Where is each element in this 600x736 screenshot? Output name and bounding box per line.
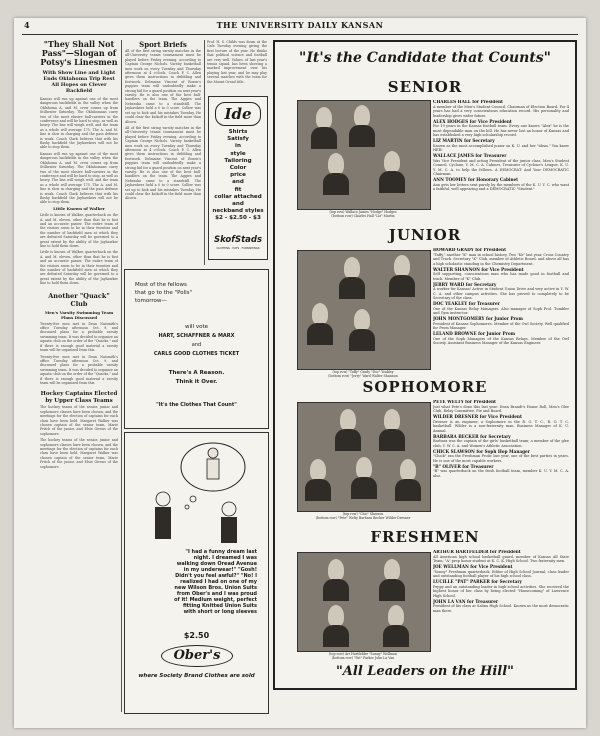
ide-ad-line: Satisfy: [227, 136, 249, 143]
headline-sport-briefs: Sport Briefs: [139, 40, 187, 49]
portrait-face: [384, 409, 400, 431]
ide-ad-line: $2 - $2.50 - $3: [215, 215, 261, 222]
freshmen-photo: [297, 552, 431, 652]
candidate-entry: [433, 435, 569, 449]
candidate-description: Just what Pete's done this last year: Dean Brandt's Honor Roll, Men's Glee Club, Relay Committee, Pie and Board.: [433, 404, 569, 413]
cartoon-illustration: [125, 437, 268, 547]
senior-caption: (top row) Wallace James "Hodge" Hodges (bottom row) Charles Hall "Liz" Martin: [329, 210, 397, 218]
man-left-body: [155, 507, 171, 539]
portrait-face: [354, 105, 370, 127]
polls-line-5: HART, SCHAFFNER & MARX: [158, 333, 235, 339]
freshmen-caption: (top row) Art Hartfelder "Sonny" Wellman (bottom row) "Pat" Parker John La Van: [329, 652, 397, 660]
portrait-face: [340, 409, 356, 431]
headline-hockey: Hockey Captains Elected by Upper Class Teams: [40, 391, 118, 405]
candidate-description: All American high school basketball guard, member of Kansas All State Team, "A" prep honor student at K. C. K. High School. Two fraternity men.: [433, 554, 569, 563]
article-walker-body: Little is known of Walker, quarterback on the A. and M. eleven, other than that he is fast and an accurate passer. The entire team of the visitors seem to be in their twenties and the number of backfield men at which they are defeated Saturday will be governed to a great extent by the ability of the Jayhawker line to hold them down.: [40, 213, 118, 248]
ide-ad-line: price: [230, 172, 246, 179]
election-footer: "All Leaders on the Hill": [336, 664, 514, 679]
class-heading-senior: SENIOR: [387, 78, 463, 96]
portrait-face: [388, 605, 404, 627]
portrait-face: [328, 605, 344, 627]
ide-ad-line: and: [232, 179, 244, 186]
sophomore-photo: [297, 402, 431, 512]
portrait-body: [335, 429, 361, 451]
polls-line-8: There's A Reason.: [168, 370, 225, 376]
portrait-face: [384, 151, 400, 173]
candidate-entry: [433, 550, 569, 564]
candidate-name: WALTER SHANNON for Vice President: [433, 266, 524, 272]
candidate-entry: [433, 248, 569, 266]
portrait-body: [379, 579, 405, 601]
candidate-name: WALLACE JAMES for Treasurer: [433, 153, 507, 158]
article-hockey-body: The hockey teams of the senior, junior and sophomore classes have been chosen, and the meetings for the election of captains for each class have been held. Margaret Walker was chosen captain of the senior team, Marie Fritch of the junior, and Elsie Givens of the sophomore.: [40, 405, 118, 436]
candidate-entry: [433, 415, 569, 433]
candidate-name: ALEX HODGES for Vice President: [433, 118, 512, 124]
candidate-description: A member of the Men's Student Council, Chairman of Election Board. For 4 years has had a very conscientious education record. His personality and leadership gives wider future.: [433, 104, 569, 118]
candidate-entry: [433, 139, 569, 153]
candidate-name: LIZ MARTIN for Secretary: [433, 138, 495, 143]
polls-line-6: and: [191, 342, 202, 348]
candidate-description: Peppy and an outstanding leader in high school activities. She received the highest honor of her class by being elected "Homecoming" of Lawrence High School.: [433, 584, 569, 598]
class-heading-junior: JUNIOR: [388, 226, 462, 244]
candidate-description: Known as the most accomplished junior on K. U. and her "ideas." You know HER!: [433, 143, 569, 152]
ide-ad-line: collar attached and: [214, 193, 262, 208]
dream-bubble-dot: [185, 505, 189, 509]
portrait-face: [384, 559, 400, 581]
portrait-body: [323, 625, 349, 647]
childs-article-body: Prof. H. S. Childs was down at the Cafe Tuesday evening giving the first lecture of the year. He thinks that political science and football are very well. Values, of last year's tennis squad, has been showing a marked improvement over his playing last year, and he may play several matches with the team for the Mount Oread title.: [207, 40, 267, 84]
portrait-face: [328, 559, 344, 581]
candidate-description: One of the Kansas Relay Managers. Also manager of Soph Frol. Tumbler and Gym instructor.: [433, 306, 569, 315]
page-number: 4: [24, 20, 31, 30]
news-column-2: [125, 40, 201, 265]
candidate-name: CHARLES HALL for President: [433, 100, 503, 104]
candidate-entry: [433, 465, 569, 479]
candidate-entry: [433, 565, 569, 579]
subhead-quack-club: Men's Varsity Swimming Team Plans Discussed: [44, 309, 114, 320]
polls-line-1: Most of the fellows: [135, 282, 187, 288]
polls-line-2: that go to the "Polls": [135, 290, 193, 296]
candidate-name: JERRY WARD for Secretary: [433, 281, 497, 287]
portrait-body: [351, 477, 377, 499]
news-column-1: [40, 40, 118, 712]
polls-line-10: "It's the Clothes That Count": [156, 402, 237, 408]
candidate-name: "B" OLIVER for Treasurer: [433, 463, 494, 469]
candidate-entry: [433, 317, 569, 331]
obers-price: $2.50: [183, 631, 210, 640]
portrait-body: [323, 173, 349, 195]
candidate-description: "Taffy," another "K" man in school history. Two "Ks" last year, Cross Country and Track. Secretary "K" Club, member of Athletic Board, and above all has a high scholastic standing in the Chemistry Department.: [433, 252, 569, 266]
man-right-body: [221, 517, 237, 543]
obers-tagline: where Society Brand Clothes are sold: [138, 673, 255, 679]
polls-line-9: Think it Over.: [175, 379, 218, 385]
candidate-entry: [433, 283, 569, 301]
candidate-name: JOE WELLMAN for Vice President: [433, 564, 513, 569]
candidate-entry: [433, 154, 569, 177]
ide-ad-line: Color: [229, 165, 247, 172]
candidate-entry: [433, 450, 569, 464]
candidate-entry: [433, 268, 569, 282]
ide-shirts-ad: [208, 96, 268, 260]
sophomore-candidates: [433, 400, 569, 522]
candidate-name: DOC YEAKLEY for Treasurer: [433, 301, 500, 306]
column-rule: [121, 40, 122, 712]
skofstads-tagline: CLOTHING · HATS · FURNISHINGS: [216, 247, 260, 250]
senior-candidates: [433, 100, 569, 224]
article-potsy-body-cont: Kansas will run up against one of the most dangerous backfields in the valley when the Oklahoma A. and M. crew comes up from Stillwater Saturday. The Oklahomans carry two of the most elusive ball-carriers in the conference and will be hard to stop, as well as heavy. The line will weigh well, and the team as a whole will average 175. The A. and M. line is slow in charging and the pass defense is weak. Coach Clark believes that with his flashy backfield the Jayhawkers will not be able to stop them.: [40, 151, 118, 205]
portrait-body: [323, 579, 349, 601]
dream-figure-body: [207, 459, 219, 479]
candidate-entry: [433, 120, 569, 138]
subhead-walker: Little Known of Walker: [53, 205, 105, 211]
obers-underwear-ad: [124, 432, 269, 714]
candidate-name: JOHN LA VAN for Treasurer: [433, 598, 499, 604]
candidate-description: Self supporting, conscientious man who has made good in football and track. Member of "K" Club.: [433, 272, 569, 281]
candidate-entry: [433, 400, 569, 414]
ide-ad-line: Shirts: [228, 129, 248, 135]
junior-photo: [297, 250, 431, 370]
polls-clothing-ad: [124, 269, 269, 429]
candidate-description: Ann gets her letters sent purely by the members of the K. U. Y. C. who want a faithful, well appearing and a DEMOCRATIC "Student.": [433, 182, 569, 191]
headline-potsy: "They Shall Not Pass"—Slogan of Potsy's Linesmen: [40, 40, 118, 67]
news-column-3: [207, 40, 267, 92]
candidate-description: "Sonny" Freshman quarterback. Editor of High School Journal, class leader and outstanding football player of his high school class.: [433, 569, 569, 578]
candidate-entry: [433, 178, 569, 192]
portrait-body: [311, 127, 337, 149]
portrait-body: [339, 277, 365, 299]
election-title: "It's the Candidate that Counts": [299, 50, 551, 66]
candidate-name: LUCILLE "PAT" PARKER for Secretary: [433, 579, 522, 584]
ide-ad-line: Tailoring: [224, 157, 252, 164]
candidate-entry: [433, 100, 569, 118]
ide-brand-logo: Ide: [215, 102, 261, 126]
portrait-body: [349, 125, 375, 147]
portrait-face: [316, 107, 332, 129]
freshmen-candidates: [433, 550, 569, 660]
article-walker-body-cont: Little is known of Walker, quarterback on the A. and M. eleven, other than that he is fast and an accurate passer. The entire team of the visitors seem to be in their twenties and the number of backfield men at which they are defeated Saturday will be governed to a great extent by the ability of the Jayhawker line to hold them down.: [40, 250, 118, 286]
polls-line-4: will vote: [185, 324, 208, 330]
election-ad: [273, 40, 577, 690]
portrait-face: [344, 257, 360, 279]
portrait-face: [328, 153, 344, 175]
portrait-body: [379, 429, 405, 451]
candidate-name: ANN TOOMEY for Honorary Cabinet: [433, 177, 519, 182]
portrait-body: [305, 479, 331, 501]
headline-quack-club: Another "Quack" Club: [48, 291, 110, 308]
sophomore-caption: (top row) "Chic" Slawson (bottom row) "Pete" Welty Barbara Becker Wilder Dresner: [315, 512, 411, 520]
newspaper-title: THE UNIVERSITY DAILY KANSAN: [216, 20, 384, 30]
article-hockey-body-cont: The hockey teams of the senior, junior and sophomore classes have been chosen, and the meetings for the election of captains for each class have been held. Margaret Walker was chosen captain of the senior team, Marie Fritch of the junior, and Elsie Givens of the sophomore.: [40, 438, 118, 469]
ide-ad-line: in: [235, 143, 241, 150]
candidate-description: "Chick" ran the Freshman Frolic last year, one of the best parties in years. He is one of the most capable workers.: [433, 454, 569, 463]
candidate-description: A worker for Kansas! Active in Student Union Drive and very active in Y. W. C. A. and other campus activities. She has proved to completely to be Secretary of the class.: [433, 287, 569, 300]
portrait-face: [312, 303, 328, 325]
candidate-description: President of his class at Salina High School. Known as the most democratic man there.: [433, 604, 569, 613]
candidate-name: PETE WELTY for President: [433, 400, 496, 404]
ide-ad-line: style: [230, 150, 246, 157]
candidate-entry: [433, 302, 569, 316]
portrait-face: [310, 459, 326, 481]
portrait-face: [394, 255, 410, 277]
junior-caption: (top row) "Taffy" Grady "Doc" Yeakley (bottom row) "Jerry" Ward Walter Shannon: [328, 370, 398, 378]
candidate-name: ARTHUR HARTFELDER for President: [433, 550, 521, 554]
ide-ad-line: neckband styles: [212, 208, 264, 215]
ide-ad-copy: [209, 129, 267, 223]
skofstads-logo: SkofStads: [213, 235, 263, 245]
class-heading-freshmen: FRESHMEN: [370, 528, 480, 546]
candidate-entry: [433, 332, 569, 346]
junior-candidates: [433, 248, 569, 374]
polls-line-7: CARLS GOOD CLOTHES TICKET: [153, 351, 240, 357]
obers-logo: Ober's: [161, 645, 233, 667]
candidate-name: JOHN MONTGOMERY for Junior Prom: [433, 316, 523, 321]
man-left-head: [156, 492, 170, 506]
obers-quote: "I had a funny dream last night. I dreamed I was walking down Oread Avenue in my underwear!" "Gosh! Didn't you feel awful?" "No! I realized I had on one of my new Wilson Bros. Union Suits from Ober's and I was proud of it! Medium weight, perfect fitting Knitted Union Suits with short or long sleeves: [174, 549, 257, 615]
man-right-head: [222, 502, 236, 516]
portrait-body: [383, 625, 409, 647]
masthead-rule: [22, 34, 578, 35]
dream-bubble-dot: [190, 496, 196, 502]
candidate-description: President of Kansas Sophomores. Member of the Owl Society. Well qualified for Prom Manager.: [433, 321, 569, 330]
polls-line-3: tomorrow—: [135, 298, 167, 304]
candidate-name: WILDER DRESNER for Vice President: [433, 414, 522, 419]
candidate-name: HOWARD GRADY for President: [433, 248, 507, 252]
portrait-face: [356, 457, 372, 479]
candidate-entry: [433, 580, 569, 598]
candidate-description: "B" was quarterback on the frosh football team, member K. U. Y. M. C. A. also.: [433, 469, 569, 478]
dream-figure-head: [208, 448, 218, 458]
portrait-body: [379, 171, 405, 193]
portrait-body: [395, 479, 421, 501]
article-quack-body: Twenty-five men met in Dean Naismith's office Tuesday afternoon Oct. 9, and discussed plans for a probable varsity swimming team. It was decided to organize an aquatic club on the order of the "Quacks," and if there is enough good material a varsity team will be organized from this.: [40, 321, 118, 353]
candidate-name: LELAND BROWNE for Junior Prom: [433, 331, 516, 336]
portrait-face: [400, 459, 416, 481]
portrait-body: [307, 323, 333, 345]
article-quack-body-cont: Twenty-five men met in Dean Naismith's office Tuesday afternoon Oct. 9, and discussed plans for a probable varsity swimming team. It was decided to organize an aquatic club on the order of the "Quacks," and if there is enough good material a varsity team will be organized from this.: [40, 354, 118, 385]
ide-ad-line: fit: [234, 186, 242, 193]
candidate-description: Was Vice President and acting President of the junior class, Men's Student Council, Cyclone, Y. M. C. A. Cabinet, Treasurer of Cyclone's League. K. U. Y. M. C. A. to help the fellows. A DEMOCRAT. And Your DEMOCRATIC Chairman.: [433, 158, 569, 176]
candidate-entry: [433, 600, 569, 614]
candidate-description: Barbara was the captain of the girls' basketball team; a member of the glee club, Y. W. C. A. and Women's Athletic Association.: [433, 439, 569, 448]
candidate-name: CHICK SLAWSON for Soph Hop Manager: [433, 448, 530, 454]
candidate-description: One of the Soph Managers of the Kansas Relays. Member of the Owl Society. Assistant Business Manager of the Kansas Engineer.: [433, 336, 569, 345]
portrait-body: [349, 329, 375, 351]
sport-briefs-body: All of the first string varsity matches in the all-University tennis tournament must be played before Friday evening, according to Captain George Nichols. Varsity basketball men work on every Tuesday and Thursday afternoon at 4 o'clock. Coach F. C. Allen gives them instructions in dribbling and footwork. Delmaine Vincent of Rosen's puppies team will undoubtedly make a strong bid for a guard position on next year's varsity. He is also one of the best ball-handlers on the team. The Aggies and Nebraska came to a standstill. The Jayhawkers held a 0 to 0 score. Collier was set up to kick and his mistakes Tuesday. He could clear the kickoff in the field more than Alcorn.: [125, 49, 201, 124]
masthead: [14, 20, 586, 30]
class-heading-sophomore: SOPHOMORE: [362, 378, 488, 396]
subhead-potsy: With Show Line and Light Ends Oklahoma Trip Rest All Hopes on Clever Backfield: [42, 70, 116, 94]
portrait-face: [354, 309, 370, 331]
article-potsy-body: Kansas will run up against one of the most dangerous backfields in the valley when the Oklahoma A. and M. crew comes up from Stillwater Saturday. The Oklahomans carry two of the most elusive ball-carriers in the conference and will be hard to stop, as well as heavy. The line will weigh well, and the team as a whole will average 175. The A. and M. line is slow in charging and the pass defense is weak. Coach Clark believes that with his flashy backfield the Jayhawkers will not be able to stop them.: [40, 97, 118, 150]
sport-briefs-body-cont: All of the first string varsity matches in the all-University tennis tournament must be played before Friday evening, according to Captain George Nichols. Varsity basketball men work on every Tuesday and Thursday afternoon at 4 o'clock. Coach F. C. Allen gives them instructions in dribbling and footwork. Delmaine Vincent of Rosen's puppies team will undoubtedly make a strong bid for a guard position on next year's varsity. He is also one of the best ball-handlers on the team. The Aggies and Nebraska came to a standstill. The Jayhawkers held a 0 to 0 score. Collier was set up to kick and his mistakes Tuesday. He could clear the kickoff in the field more than Alcorn.: [125, 125, 201, 201]
senior-photo: [297, 100, 431, 210]
candidate-description: Dresner is an engineer, a Sophomore in the R. O. T. C., R. O. T. C. basketball. Wilder is a non-fraternity man. Business Manager of K. U. Annual.: [433, 419, 569, 433]
candidate-name: BARBARA BECKER for Secretary: [433, 433, 511, 439]
column-rule: [204, 40, 205, 265]
candidate-description: For 19 years in the Kansas football team. Every one knows "Alex" he is the most dependable man on the hill. He has never lost an honor of Kansas and has established a very high scholarship record.: [433, 124, 569, 137]
portrait-body: [389, 275, 415, 297]
